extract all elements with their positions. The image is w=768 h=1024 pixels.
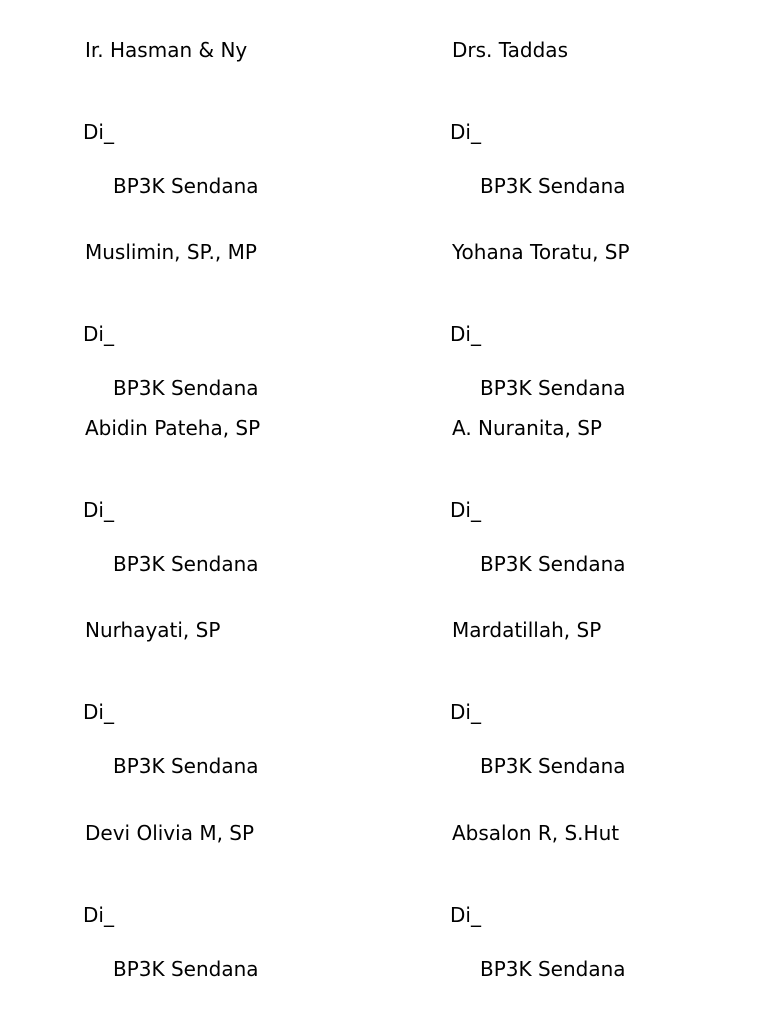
recipient-di: Di_: [450, 322, 481, 346]
recipient-name: Mardatillah, SP: [452, 618, 602, 642]
recipient-name: Devi Olivia M, SP: [85, 821, 255, 845]
recipient-di: Di_: [83, 700, 114, 724]
recipient-place: BP3K Sendana: [480, 174, 626, 198]
recipient-di: Di_: [83, 120, 114, 144]
recipient-place: BP3K Sendana: [480, 754, 626, 778]
recipient-name: A. Nuranita, SP: [452, 416, 602, 440]
recipient-name: Yohana Toratu, SP: [452, 240, 630, 264]
recipient-name: Drs. Taddas: [452, 38, 568, 62]
recipient-name: Nurhayati, SP: [85, 618, 221, 642]
recipient-di: Di_: [83, 322, 114, 346]
recipient-di: Di_: [450, 120, 481, 144]
recipient-place: BP3K Sendana: [113, 552, 259, 576]
recipient-place: BP3K Sendana: [480, 957, 626, 981]
recipient-place: BP3K Sendana: [113, 754, 259, 778]
recipient-di: Di_: [450, 700, 481, 724]
recipient-di: Di_: [83, 498, 114, 522]
recipient-di: Di_: [450, 498, 481, 522]
recipient-place: BP3K Sendana: [480, 376, 626, 400]
recipient-di: Di_: [450, 903, 481, 927]
recipient-name: Ir. Hasman & Ny: [85, 38, 248, 62]
recipient-name: Muslimin, SP., MP: [85, 240, 257, 264]
recipient-place: BP3K Sendana: [480, 552, 626, 576]
recipient-place: BP3K Sendana: [113, 957, 259, 981]
recipient-place: BP3K Sendana: [113, 376, 259, 400]
recipient-place: BP3K Sendana: [113, 174, 259, 198]
recipient-di: Di_: [83, 903, 114, 927]
recipient-name: Abidin Pateha, SP: [85, 416, 261, 440]
recipient-name: Absalon R, S.Hut: [452, 821, 620, 845]
